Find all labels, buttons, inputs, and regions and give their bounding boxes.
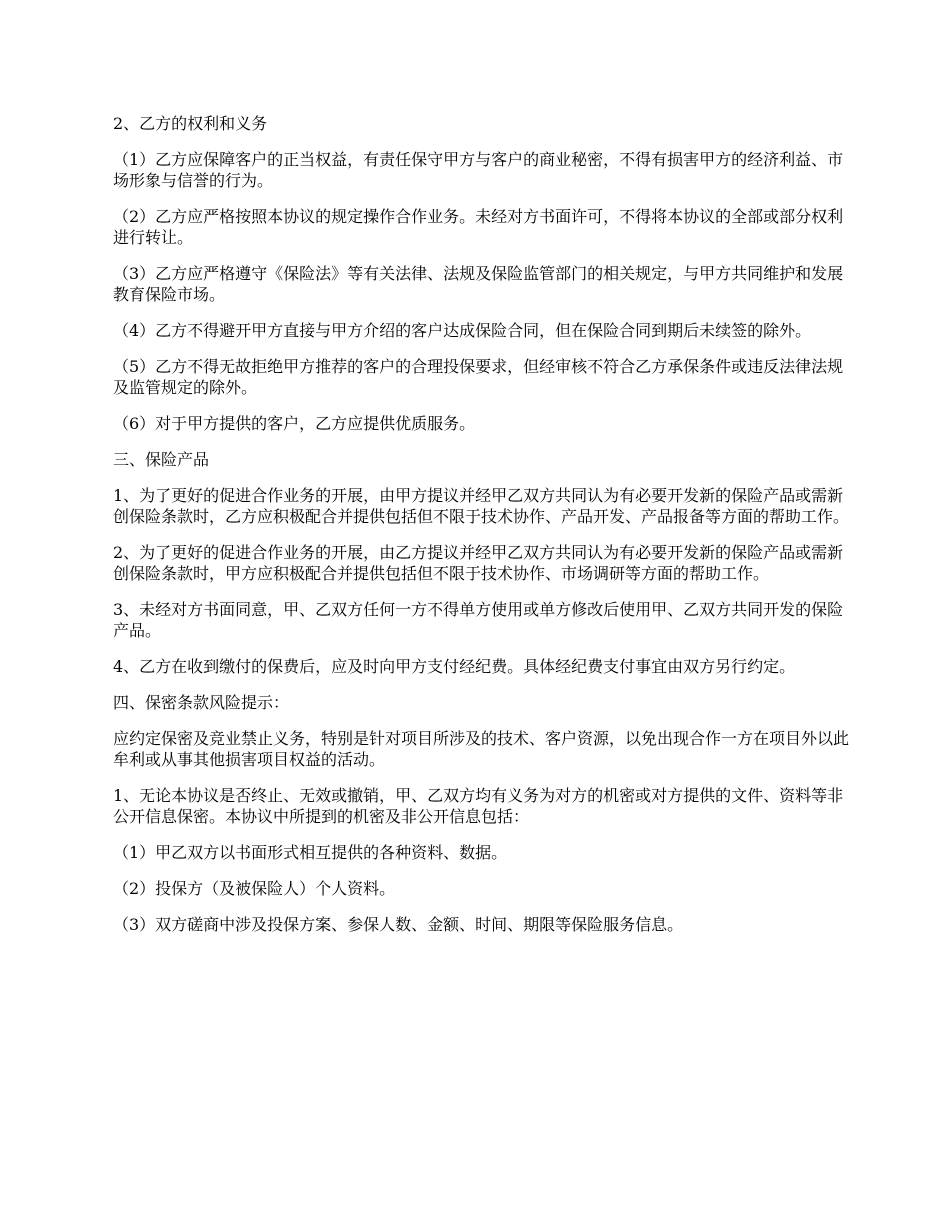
paragraph: 应约定保密及竞业禁止义务，特别是针对项目所涉及的技术、客户资源，以免出现合作一方在项目外以此牟利或从事其他损害项目权益的活动。: [113, 729, 850, 769]
section-heading-confidentiality: 四、保密条款风险提示：: [113, 693, 290, 712]
paragraph: （2）乙方应严格按照本协议的规定操作合作业务。未经对方书面许可，不得将本协议的全部或部分权利进行转让。: [113, 207, 844, 247]
paragraph: 3、未经对方书面同意，甲、乙双方任何一方不得单方使用或单方修改后使用甲、乙双方共同开发的保险产品。: [113, 600, 844, 640]
paragraph: （1）乙方应保障客户的正当权益，有责任保守甲方与客户的商业秘密，不得有损害甲方的经济利益、市场形象与信誉的行为。: [113, 150, 844, 190]
paragraph: 4、乙方在收到缴付的保费后，应及时向甲方支付经纪费。具体经纪费支付事宜由双方另行约定。: [113, 657, 796, 676]
paragraph: 1、为了更好的促进合作业务的开展，由甲方提议并经甲乙双方共同认为有必要开发新的保险产品或需新创保险条款时，乙方应积极配合并提供包括但不限于技术协作、产品开发、产品报备等方面的帮助工作。: [113, 486, 850, 526]
paragraph: 2、为了更好的促进合作业务的开展，由乙方提议并经甲乙双方共同认为有必要开发新的保险产品或需新创保险条款时，甲方应积极配合并提供包括但不限于技术协作、市场调研等方面的帮助工作。: [113, 543, 844, 583]
paragraph: （4）乙方不得避开甲方直接与甲方介绍的客户达成保险合同，但在保险合同到期后未续签的除外。: [113, 321, 812, 340]
paragraph: （2）投保方（及被保险人）个人资料。: [113, 879, 396, 898]
paragraph: （1）甲乙双方以书面形式相互提供的各种资料、数据。: [113, 843, 508, 862]
paragraph: （3）乙方应严格遵守《保险法》等有关法律、法规及保险监管部门的相关规定，与甲方共同维护和发展教育保险市场。: [113, 264, 844, 304]
paragraph: （3）双方磋商中涉及投保方案、参保人数、金额、时间、期限等保险服务信息。: [113, 915, 684, 934]
section-heading-insurance-products: 三、保险产品: [113, 450, 210, 469]
paragraph: 1、无论本协议是否终止、无效或撤销，甲、乙双方均有义务为对方的机密或对方提供的文件、资料等非公开信息保密。本协议中所提到的机密及非公开信息包括：: [113, 786, 844, 826]
paragraph: （5）乙方不得无故拒绝甲方推荐的客户的合理投保要求，但经审核不符合乙方承保条件或违反法律法规及监管规定的除外。: [113, 357, 844, 397]
section-heading-rights-obligations: 2、乙方的权利和义务: [113, 114, 268, 133]
paragraph: （6）对于甲方提供的客户，乙方应提供优质服务。: [113, 414, 476, 433]
document-page: [113, 113, 858, 950]
